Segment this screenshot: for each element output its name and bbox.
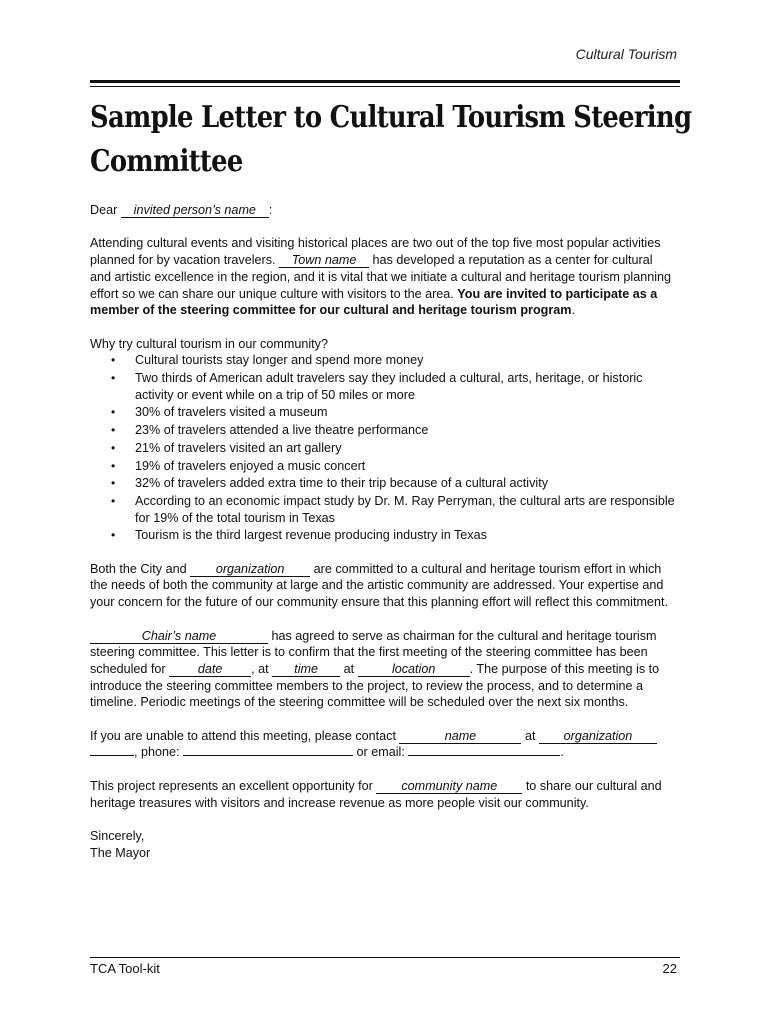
- bullet-icon: •: [111, 458, 116, 473]
- list-item: [111, 493, 675, 526]
- page-title: Sample Letter to Cultural Tourism Steering Committee: [90, 100, 692, 179]
- meeting-text-a: has agreed to serve as chairman for the cultural and heritage tourism steering committee. This letter is to confirm that the first meeting of the steering committee has been scheduled for: [90, 628, 657, 676]
- paragraph-commitment: [90, 561, 675, 611]
- list-item: [111, 370, 675, 403]
- intro-text-a: Attending cultural events and visiting historical places are two out of the top five most popular activities planned for by vacation travelers.: [90, 236, 661, 268]
- list-item: [111, 475, 675, 492]
- community-name-blank: community name: [376, 779, 522, 794]
- list-item: [111, 422, 675, 439]
- list-item-text: Two thirds of American adult travelers say they included a cultural, arts, heritage, or historic activity or event while on a trip of 50 miles or more: [135, 371, 643, 402]
- bullet-icon: •: [111, 440, 116, 455]
- opportunity-text-a: This project represents an excellent opportunity for: [90, 778, 373, 793]
- contact-text-b: at: [524, 728, 536, 743]
- date-blank: date: [169, 662, 251, 677]
- location-blank: location: [358, 662, 470, 677]
- letter-body: [90, 202, 675, 861]
- list-item-text: 19% of travelers enjoyed a music concert: [135, 458, 366, 473]
- commitment-text-a: Both the City and: [90, 561, 187, 576]
- page-number: 22: [662, 961, 677, 976]
- phone-blank: [183, 755, 353, 756]
- contact-organization-blank-cont: [90, 755, 134, 756]
- paragraph-meeting: [90, 628, 675, 712]
- intro-end: .: [571, 303, 575, 318]
- salutation-punct: :: [268, 203, 273, 217]
- invited-person-blank: invited person’s name: [121, 203, 269, 218]
- contact-text-phone: , phone:: [134, 745, 180, 760]
- paragraph-opportunity: [90, 778, 675, 811]
- meeting-text-d: . The purpose of this meeting is to introduce the steering committee members to the project, to review the process, and to determine a timeline. Periodic meetings of the steering committee will be scheduled over the next six months.: [90, 661, 660, 710]
- email-blank: [408, 755, 560, 756]
- list-item-text: According to an economic impact study by Dr. M. Ray Perryman, the cultural arts are responsible for 19% of the total tourism in Texas: [135, 493, 675, 525]
- header-rule-thin: [90, 86, 680, 87]
- list-item-text: 32% of travelers added extra time to their trip because of a cultural activity: [135, 476, 548, 491]
- bullet-icon: •: [111, 528, 116, 543]
- opportunity-text-b: to share our cultural and heritage treasures with visitors and increase revenue as more people visit our community.: [90, 778, 662, 810]
- list-item: [111, 458, 675, 475]
- contact-text-a: If you are unable to attend this meeting, please contact: [90, 728, 396, 743]
- bullet-icon: •: [111, 423, 116, 438]
- commitment-text-b: are committed to a cultural and heritage tourism effort in which the needs of both the community at large and the artistic community are addressed. Your expertise and your concern for the future of our community ensure that this planning effort will reflect this commitment.: [90, 561, 668, 610]
- contact-text-email: or email:: [356, 745, 405, 760]
- time-blank: time: [272, 662, 340, 677]
- list-item: [111, 352, 675, 369]
- bullet-icon: •: [111, 353, 116, 368]
- organization-blank: organization: [190, 562, 310, 577]
- header-rule: [90, 80, 680, 83]
- list-item-text: 23% of travelers attended a live theatre performance: [135, 423, 429, 438]
- closing-signature: The Mayor: [90, 845, 151, 860]
- paragraph-contact: [90, 728, 675, 761]
- bullet-icon: •: [111, 476, 116, 491]
- list-item: [111, 527, 675, 544]
- closing-sincerely: Sincerely,: [90, 828, 145, 843]
- contact-organization-blank: organization: [539, 729, 657, 744]
- salutation: [90, 202, 675, 219]
- chair-name-blank: Chair’s name: [90, 629, 268, 644]
- meeting-text-c: at: [343, 661, 355, 676]
- intro-text-b: has developed a reputation as a center for cultural and artistic excellence in the region, and it is vital that we initiate a cultural and heritage tourism planning effort so we can share our unique culture with visitors to the area.: [90, 253, 672, 301]
- list-item-text: Tourism is the third largest revenue producing industry in Texas: [135, 528, 487, 543]
- bullet-icon: •: [111, 493, 116, 508]
- list-item-text: 30% of travelers visited a museum: [135, 405, 328, 420]
- meeting-text-b: , at: [251, 661, 269, 676]
- why-intro: Why try cultural tourism in our community?: [90, 336, 328, 351]
- salutation-text: Dear: [90, 203, 118, 217]
- bullet-icon: •: [111, 405, 116, 420]
- bullet-icon: •: [111, 371, 116, 385]
- footer-rule: [90, 957, 680, 958]
- invitation-bold-text: You are invited to participate as a member of the steering committee for our cultural and heritage tourism program: [90, 286, 658, 318]
- footer-toolkit-label: TCA Tool-kit: [90, 961, 160, 976]
- list-item: [111, 404, 675, 421]
- contact-name-blank: name: [399, 729, 521, 744]
- statistics-list: [90, 352, 675, 544]
- list-item-text: Cultural tourists stay longer and spend more money: [135, 353, 424, 368]
- paragraph-intro: [90, 235, 675, 319]
- running-head: Cultural Tourism: [575, 46, 677, 62]
- list-item: [111, 440, 675, 457]
- contact-text-end: .: [560, 745, 564, 760]
- list-item-text: 21% of travelers visited an art gallery: [135, 440, 342, 455]
- town-name-blank: Town name: [279, 253, 369, 268]
